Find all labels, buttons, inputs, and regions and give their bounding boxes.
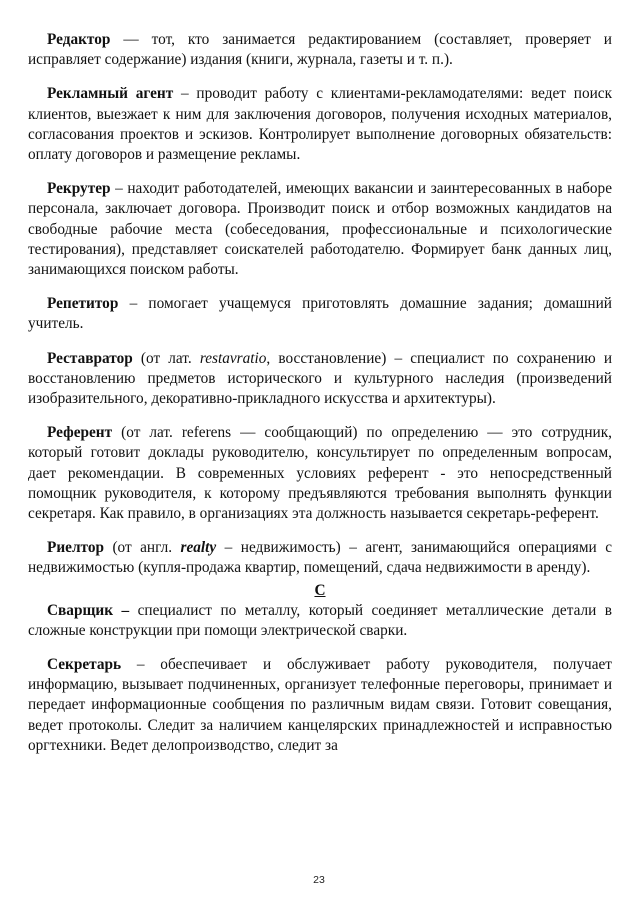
entry-text: специалист по металлу, который соединяет металлические детали в сложные конструкции при помощи электрической сварки.	[28, 601, 613, 639]
entry-text: – обеспечивает и обслуживает работу руководителя, получает информацию, вызывает подчиненных, организует телефонные переговоры, принимает и передает информационные сообщения по различным видам связи. Готовит совещания, ведет протоколы. Следит за наличием канцелярских принадлежностей и исправностью оргтехники. Ведет делопроизводство, следит за	[28, 656, 612, 754]
entry-text: , восстановление) – специалист по сохранению и восстановлению предметов исторического и культурного наследия (произведений изобразительного, декоративно-прикладного искусства и архитектуры).	[28, 349, 613, 408]
entry-text-prefix: (от лат.	[132, 349, 200, 367]
entry-text: (от лат. referens — сообщающий) по определению — это сотрудник, который готовит доклады руководителю, консультирует по определенным вопросам, дает рекомендации. В современных условиях референт - это непосредственный помощник руководителя, к которому предъявляются требования выполнять функции секретаря. Как правило, в организациях эта должность называется секретарь-референт.	[28, 424, 612, 523]
english-word: realty	[180, 539, 217, 557]
entry-text: – проводит работу с клиентами-рекламодателями: ведет поиск клиентов, выезжает к ним для заключения договоров, получения исходных материалов, согласования проектов и эскизов. Контролирует выполнение договорных обязательств: оплату договоров и размещение рекламы.	[28, 85, 612, 164]
entry-restavrator	[28, 349, 612, 410]
latin-word: restavratio	[199, 349, 267, 367]
entry-reklamnyi-agent	[28, 84, 612, 165]
entry-term: Реставратор	[47, 349, 133, 367]
entry-text: – находит работодателей, имеющих вакансии и заинтересованных в наборе персонала, заключает договора. Производит поиск и отбор возможных кандидатов на свободные рабочие места (собеседования, профессиональные и психологические тестирования), представляет соискателей работодателю. Формирует банк данных лиц, занимающихся поиском работы.	[28, 180, 612, 279]
entry-repetitor	[28, 294, 612, 334]
entry-term: Секретарь	[47, 656, 122, 674]
entry-term: Сварщик –	[47, 601, 130, 619]
entry-text: — тот, кто занимается редактированием (составляет, проверяет и исправляет содержание) издания (книги, журнала, газеты и т. п.).	[28, 31, 612, 69]
entry-term: Риелтор	[47, 539, 104, 557]
entry-sekretar	[28, 655, 612, 756]
entry-term: Референт	[47, 424, 113, 442]
entry-rekruter	[28, 179, 612, 280]
section-letter-heading: С	[314, 581, 326, 599]
entry-text: – помогает учащемуся приготовлять домашние задания; домашний учитель.	[28, 295, 612, 333]
document-page	[28, 30, 612, 770]
entry-svarshchik	[28, 601, 612, 641]
entry-redaktor	[28, 30, 612, 70]
page-number: 23	[313, 874, 325, 886]
entry-term: Репетитор	[47, 295, 119, 313]
entry-term: Редактор	[47, 31, 111, 48]
entry-text: – недвижимость) – агент, занимающийся операциями с недвижимостью (купля-продажа квартир, помещений, сдача недвижимости в аренду).	[28, 539, 612, 577]
entry-rieltor	[28, 538, 612, 578]
entry-referent	[28, 423, 612, 524]
entry-text-prefix: (от англ.	[104, 539, 181, 557]
entry-term: Рекламный агент	[47, 85, 174, 103]
entry-term: Рекрутер	[47, 180, 111, 198]
